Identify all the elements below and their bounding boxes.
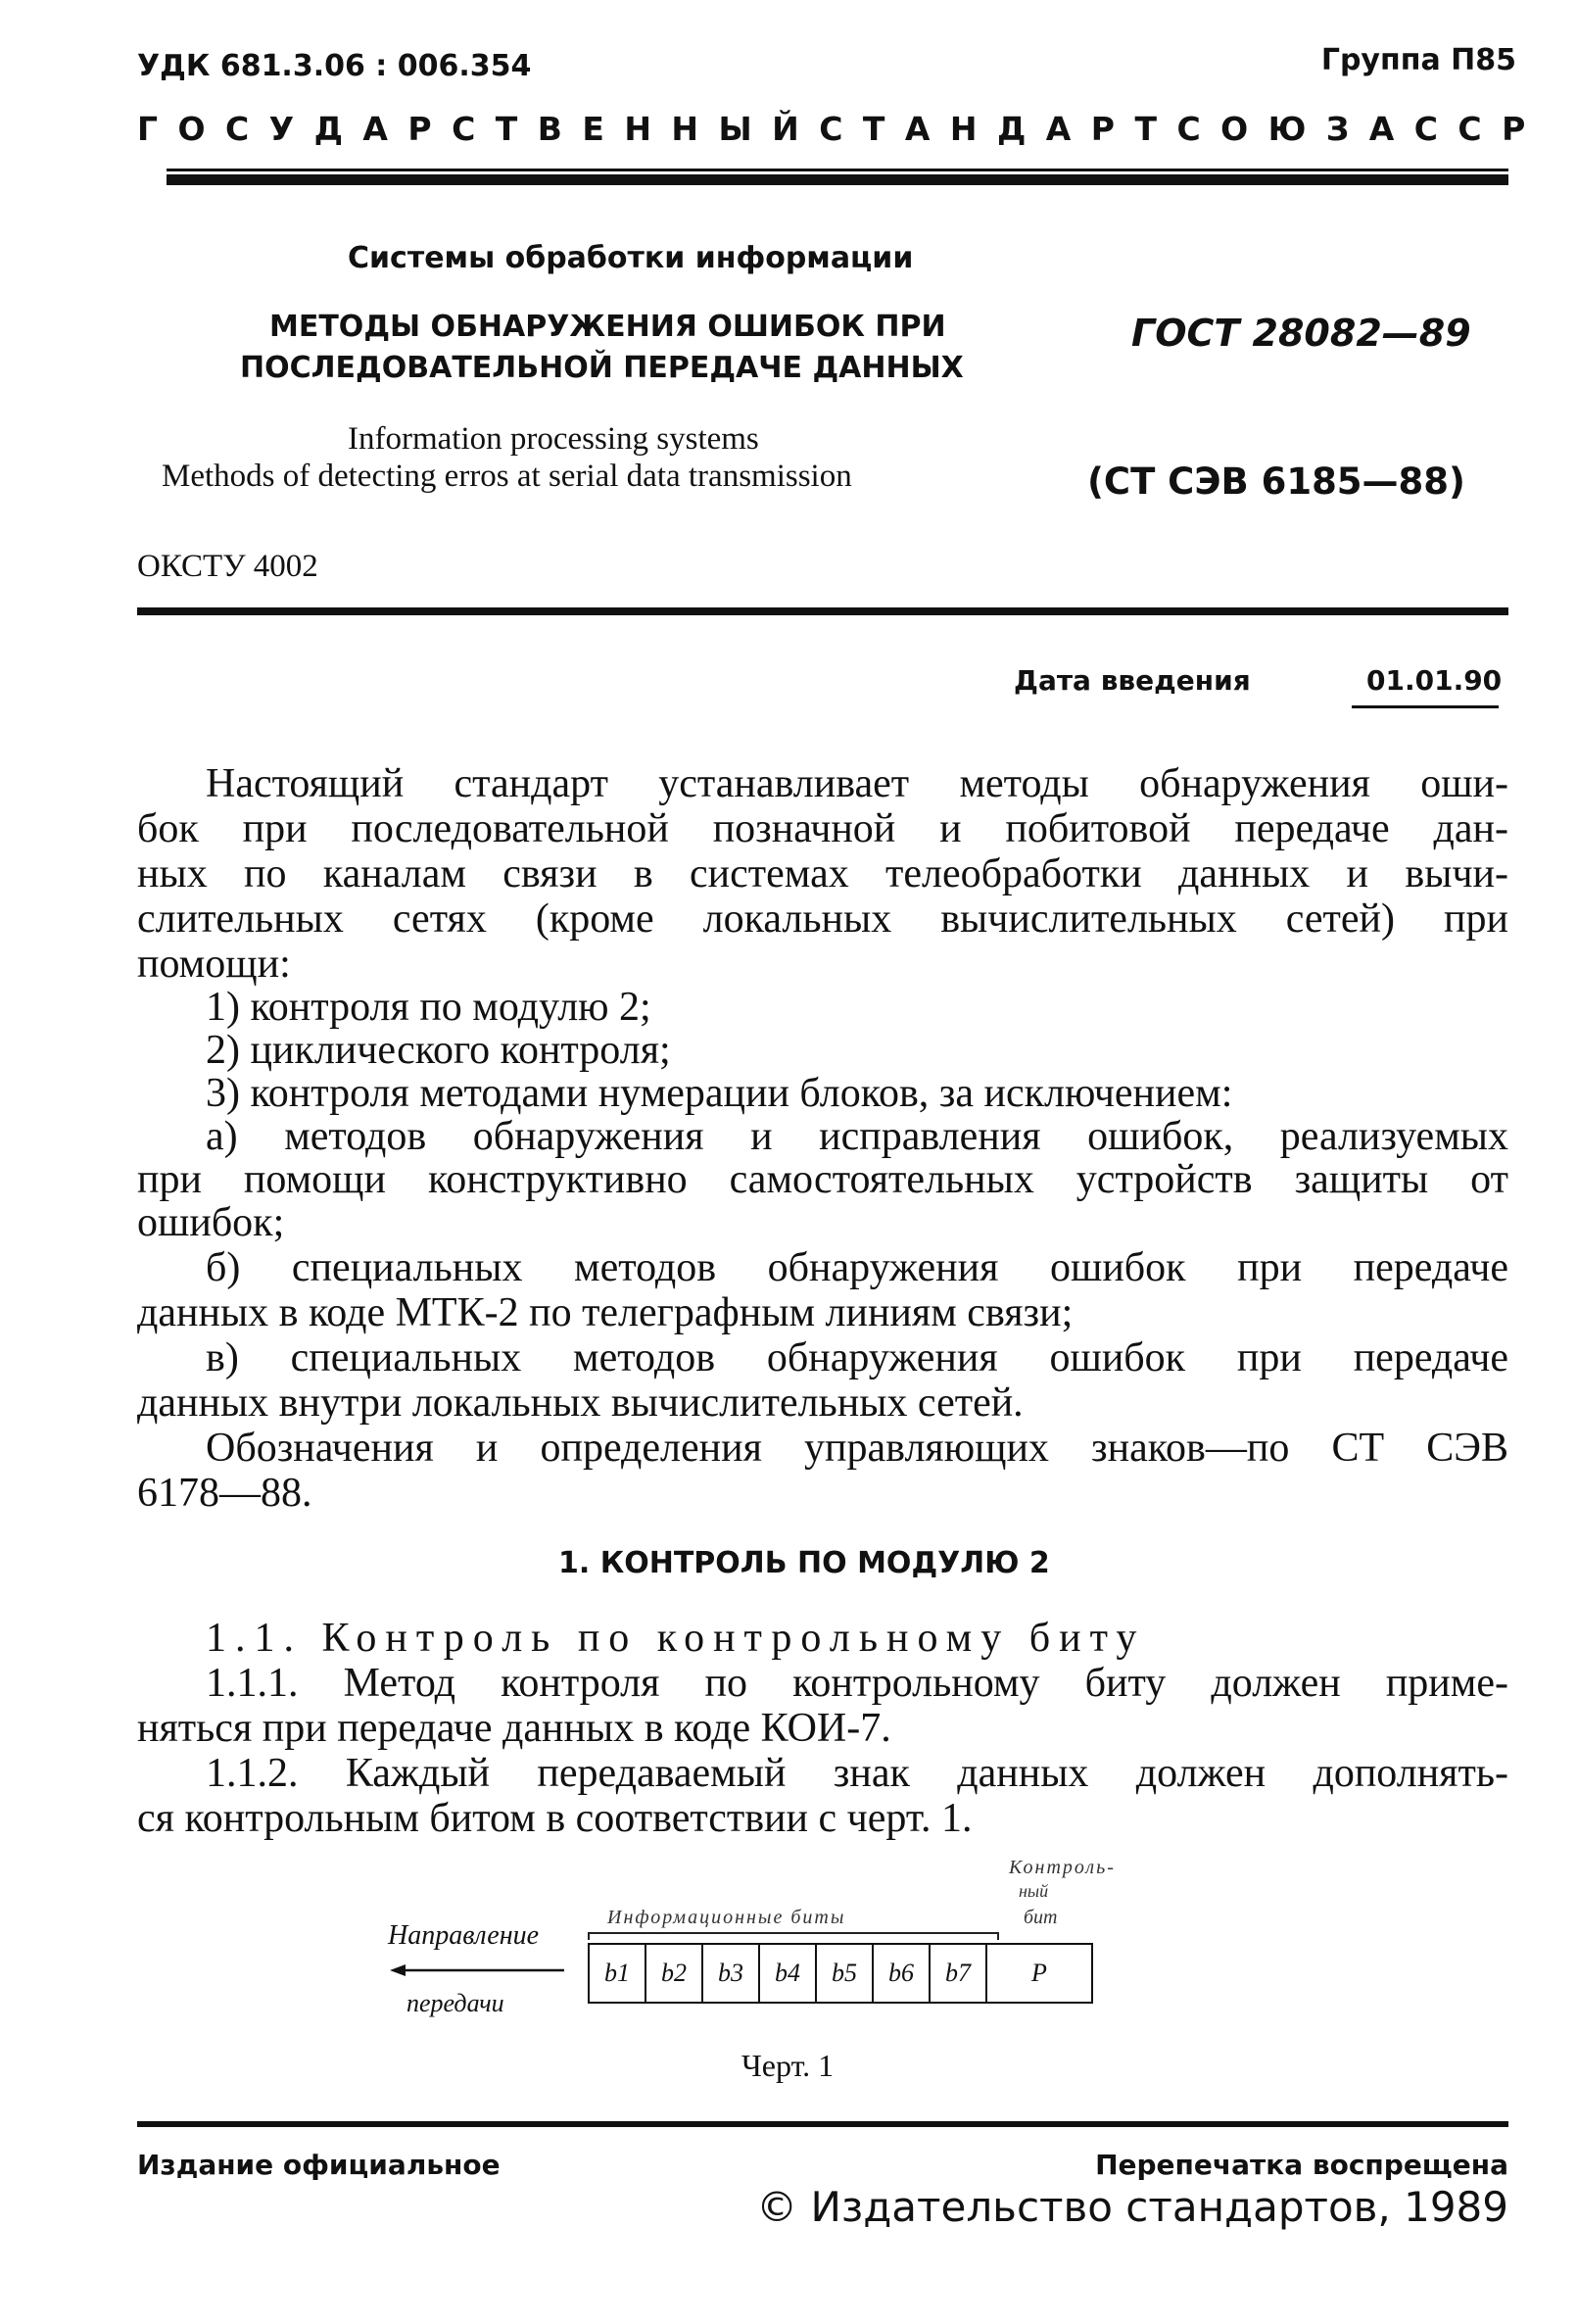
heading-word-1: ГОСУДАРСТВЕННЫЙ — [137, 110, 820, 148]
body-line: данных в коде МТК-2 по телеграфным линиям связи; — [137, 1290, 1074, 1335]
section-title: 1. КОНТРОЛЬ ПО МОДУЛЮ 2 — [558, 1546, 1050, 1580]
title-rule — [137, 607, 1508, 615]
document-title-line-1: МЕТОДЫ ОБНАРУЖЕНИЯ ОШИБОК ПРИ — [269, 310, 946, 344]
list-item: б) специальных методов обнаружения ошибок при передаче — [206, 1245, 1508, 1290]
body-line: бок при последовательной позначной и побитовой передаче дан- — [137, 806, 1508, 851]
english-title-line-1: Information processing systems — [348, 421, 759, 457]
bit-cell: b3 — [703, 1945, 760, 2002]
intro-date-label: Дата введения — [1014, 664, 1251, 697]
body-line: Обозначения и определения управляющих знаков—по СТ СЭВ — [206, 1426, 1508, 1471]
body-line: слительных сетях (кроме локальных вычислительных сетей) при — [137, 896, 1508, 942]
body-line: ся контрольным битом в соответствии с черт. 1. — [137, 1796, 973, 1841]
body-line: няться при передаче данных в коде КОИ-7. — [137, 1706, 891, 1751]
bit-cell: b6 — [874, 1945, 931, 2002]
figure-control-label-top: Контроль- — [1009, 1857, 1116, 1878]
parity-bit-cell: P — [1031, 1959, 1047, 1987]
list-item: 2) циклического контроля; — [206, 1028, 671, 1073]
figure-caption: Черт. 1 — [741, 2048, 835, 2083]
reprint-note: Перепечатка воспрещена — [1095, 2149, 1508, 2181]
figure-info-bits-label: Информационные биты — [607, 1907, 846, 1928]
heading-word-3: СОЮЗА — [1176, 110, 1414, 148]
bit-cell: b2 — [646, 1945, 703, 2002]
bit-cell: b7 — [931, 1945, 987, 2002]
udk-code: УДК 681.3.06 : 006.354 — [137, 49, 532, 83]
intro-date-value: 01.01.90 — [1366, 664, 1503, 697]
header-rule-thick — [167, 174, 1508, 185]
direction-arrow-icon — [390, 1963, 566, 1977]
st-sev-reference: (СТ СЭВ 6185—88) — [1087, 460, 1465, 503]
list-item: 3) контроля методами нумерации блоков, за исключением: — [206, 1071, 1233, 1116]
bit-cell: b4 — [760, 1945, 817, 2002]
body-line: помощи: — [137, 942, 291, 987]
document-title-line-2: ПОСЛЕДОВАТЕЛЬНОЙ ПЕРЕДАЧЕ ДАННЫХ — [240, 351, 964, 385]
bit-cell: b1 — [590, 1945, 646, 2002]
series-title: Системы обработки информации — [348, 241, 914, 275]
figure-control-bit-label: бит — [1024, 1907, 1058, 1928]
body-line: 6178—88. — [137, 1471, 312, 1516]
list-item: 1) контроля по модулю 2; — [206, 985, 651, 1030]
gost-number: ГОСТ 28082—89 — [1131, 312, 1471, 355]
body-line: ошибок; — [137, 1200, 285, 1245]
list-item: в) специальных методов обнаружения ошибок при передаче — [206, 1335, 1508, 1380]
heading-word-2: СТАНДАРТ — [819, 110, 1177, 148]
okstu-code: ОКСТУ 4002 — [137, 549, 318, 584]
header-rule-thin — [167, 169, 1508, 171]
intro-date-underline — [1352, 705, 1499, 708]
list-item: а) методов обнаружения и исправления ошибок, реализуемых — [206, 1114, 1508, 1159]
bit-cell: b5 — [817, 1945, 874, 2002]
figure-control-label-mid: ный — [1019, 1881, 1049, 1901]
body-line: 1.1.2. Каждый передаваемый знак данных должен дополнять- — [206, 1751, 1508, 1796]
body-line: Настоящий стандарт устанавливает методы обнаружения оши- — [206, 761, 1508, 806]
figure-direction-label: Направление — [388, 1920, 540, 1951]
heading-word-4: ССР — [1413, 110, 1546, 148]
figure-direction-label-2: передачи — [406, 1989, 504, 2017]
group-code: Группа П85 — [1320, 43, 1516, 77]
footer-rule — [137, 2121, 1508, 2127]
copyright-notice: © Издательство стандартов, 1989 — [756, 2183, 1508, 2231]
body-line: при помощи конструктивно самостоятельных устройств защиты от — [137, 1157, 1508, 1202]
edition-note: Издание официальное — [137, 2149, 501, 2181]
figure-info-bracket — [588, 1932, 999, 1940]
body-line: ных по каналам связи в системах телеобработки данных и вычи- — [137, 851, 1508, 896]
bit-frame — [588, 1943, 1093, 2004]
state-standard-heading — [137, 110, 1546, 148]
english-title-line-2: Methods of detecting erros at serial data transmission — [162, 459, 852, 494]
body-line: 1.1.1. Метод контроля по контрольному биту должен приме- — [206, 1661, 1508, 1706]
subsection-title: 1.1. Контроль по контрольному биту — [206, 1616, 1146, 1661]
body-line: данных внутри локальных вычислительных сетей. — [137, 1380, 1024, 1426]
